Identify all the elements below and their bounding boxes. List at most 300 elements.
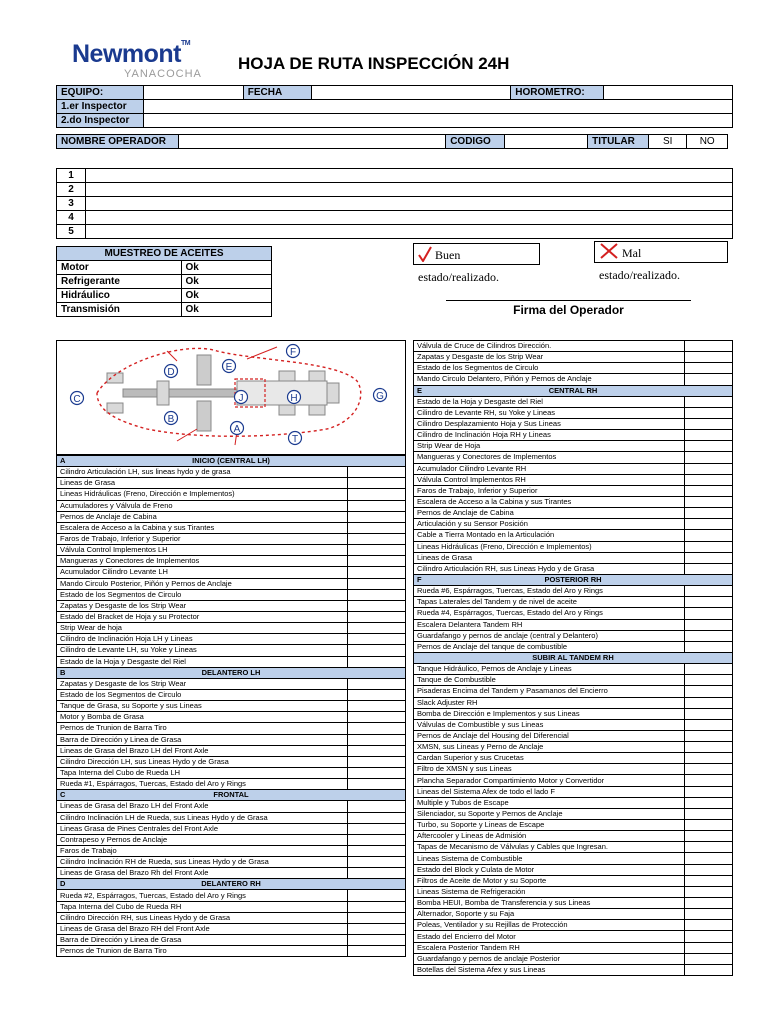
checklist-row — [414, 875, 733, 886]
checklist-item: Bomba de Dirección e Implementos y sus Lineas — [414, 708, 685, 719]
checklist-mark[interactable] — [685, 675, 733, 686]
checklist-item: Estado de los Segmentos de Circulo — [414, 363, 685, 374]
checklist-row — [414, 764, 733, 775]
section-title-text: DELANTERO LH — [201, 667, 261, 677]
checklist-item: Faros de Trabajo — [57, 845, 348, 856]
checklist-row — [414, 352, 733, 363]
row-field[interactable] — [85, 225, 732, 239]
checklist-row — [57, 567, 406, 578]
checklist-mark[interactable] — [348, 845, 406, 856]
checklist-mark[interactable] — [685, 641, 733, 652]
checklist-mark[interactable] — [685, 563, 733, 574]
checklist-row — [57, 901, 406, 912]
checklist-mark[interactable] — [685, 764, 733, 775]
checklist-item: Estado de los Segmentos de Circulo — [57, 589, 348, 600]
checklist-item: Guardafango y pernos de anclaje (central y Delantero) — [414, 630, 685, 641]
checklist-item: Tanque de Grasa, su Soporte y sus Lineas — [57, 701, 348, 712]
inspector2-field[interactable] — [143, 114, 732, 128]
left-checklist — [56, 455, 406, 957]
checklist-row — [414, 931, 733, 942]
checklist-mark[interactable] — [348, 801, 406, 812]
section-letter: D — [60, 879, 66, 889]
firma-line — [446, 300, 691, 301]
checklist-mark[interactable] — [685, 797, 733, 808]
checklist-item: Válvulas de Combustible y sus Lineas — [414, 719, 685, 730]
checklist-item: Válvula Control Implementos RH — [414, 474, 685, 485]
checklist-item: Cilindro Inclinación RH de Rueda, sus Lineas Hydo y de Grasa — [57, 857, 348, 868]
checklist-item: Lineas Sistema de Refrigeración — [414, 886, 685, 897]
checklist-row — [414, 430, 733, 441]
section-title — [414, 652, 733, 663]
logo — [72, 40, 190, 69]
checklist-mark[interactable] — [685, 441, 733, 452]
checklist-mark[interactable] — [348, 779, 406, 790]
checklist-mark[interactable] — [685, 352, 733, 363]
checklist-row — [414, 374, 733, 385]
checklist-row — [57, 823, 406, 834]
checklist-item: Escalera de Acceso a la Cabina y sus Tirantes — [414, 496, 685, 507]
checklist-mark[interactable] — [685, 742, 733, 753]
row-number: 1 — [57, 169, 86, 183]
checklist-mark[interactable] — [685, 864, 733, 875]
si-option[interactable]: SI — [648, 135, 687, 149]
checklist-row — [414, 441, 733, 452]
checklist-mark[interactable] — [685, 519, 733, 530]
checklist-mark[interactable] — [348, 912, 406, 923]
checklist-mark[interactable] — [685, 530, 733, 541]
checklist-item: Plancha Separador Compartimiento Motor y Convertidor — [414, 775, 685, 786]
checklist-row — [414, 853, 733, 864]
nombre-operador-label: NOMBRE OPERADOR — [57, 135, 179, 149]
section-header — [57, 790, 406, 801]
checklist-mark[interactable] — [348, 611, 406, 622]
checklist-mark[interactable] — [685, 953, 733, 964]
checklist-item: Turbo, su Soporte y Lineas de Escape — [414, 820, 685, 831]
checklist-item: Bomba HEUI, Bomba de Transferencia y sus Lineas — [414, 898, 685, 909]
checklist-row — [414, 864, 733, 875]
checklist-mark[interactable] — [348, 723, 406, 734]
checklist-mark[interactable] — [685, 474, 733, 485]
checklist-mark[interactable] — [348, 533, 406, 544]
checklist-mark[interactable] — [685, 808, 733, 819]
checklist-mark[interactable] — [685, 452, 733, 463]
checklist-row — [414, 964, 733, 975]
checklist-row — [57, 489, 406, 500]
checklist-item: Aftercooler y Lineas de Admisión — [414, 831, 685, 842]
checklist-item: Pernos de Trunion de Barra Tiro — [57, 946, 348, 957]
checklist-mark[interactable] — [348, 701, 406, 712]
checklist-item: Estado del Encierro del Motor — [414, 931, 685, 942]
checklist-mark[interactable] — [685, 374, 733, 385]
checklist-mark[interactable] — [348, 556, 406, 567]
checklist-row — [414, 708, 733, 719]
checklist-mark[interactable] — [348, 901, 406, 912]
checklist-item: Pernos de Anclaje de Cabina — [414, 508, 685, 519]
checklist-mark[interactable] — [685, 820, 733, 831]
checklist-mark[interactable] — [348, 589, 406, 600]
checklist-mark[interactable] — [348, 689, 406, 700]
section-header — [57, 456, 406, 467]
right-checklist — [413, 340, 733, 976]
checklist-mark[interactable] — [348, 857, 406, 868]
checklist-mark[interactable] — [348, 567, 406, 578]
checklist-row — [414, 898, 733, 909]
equipo-label: EQUIPO: — [57, 86, 144, 100]
checklist-mark[interactable] — [348, 834, 406, 845]
checklist-row — [414, 586, 733, 597]
checklist-item: Faros de Trabajo, Inferior y Superior — [57, 533, 348, 544]
diagram-label-j: J — [238, 393, 244, 404]
section-title — [414, 574, 733, 585]
section-title-text: FRONTAL — [213, 790, 249, 800]
checklist-mark[interactable] — [685, 508, 733, 519]
checklist-row — [57, 923, 406, 934]
aceite-name: Hidráulico — [57, 289, 182, 303]
checklist-item: Slack Adjuster RH — [414, 697, 685, 708]
checklist-item: Acumulador Cilindro Levante RH — [414, 463, 685, 474]
checklist-item: Cilindro Articulación RH, sus Lineas Hydo y de Grasa — [414, 563, 685, 574]
checklist-row — [57, 801, 406, 812]
checklist-mark[interactable] — [685, 831, 733, 842]
checklist-row — [414, 418, 733, 429]
section-title-text: INICIO (CENTRAL LH) — [192, 456, 270, 466]
checklist-mark[interactable] — [348, 923, 406, 934]
section-header — [57, 879, 406, 890]
checklist-row — [414, 675, 733, 686]
checklist-mark[interactable] — [685, 786, 733, 797]
checklist-item: Cilindro Inclinación LH de Rueda, sus Lineas Hydo y de Grasa — [57, 812, 348, 823]
checklist-row — [414, 341, 733, 352]
fecha-field[interactable] — [311, 86, 511, 100]
checklist-row — [57, 745, 406, 756]
nombre-operador-field[interactable] — [178, 135, 446, 149]
checklist-row — [414, 664, 733, 675]
legend-bad — [594, 241, 728, 282]
checklist-row — [57, 767, 406, 778]
checklist-mark[interactable] — [348, 656, 406, 667]
checklist-item: Estado de los Segmentos de Circulo — [57, 689, 348, 700]
checklist-mark[interactable] — [348, 489, 406, 500]
checklist-row — [414, 697, 733, 708]
checklist-mark[interactable] — [685, 597, 733, 608]
operator-table — [56, 134, 728, 149]
checklist-item: Guardafango y pernos de anclaje Posterior — [414, 953, 685, 964]
checklist-mark[interactable] — [685, 463, 733, 474]
checklist-row — [414, 909, 733, 920]
checklist-item: Rueda #4, Espárragos, Tuercas, Estado del Aro y Rings — [414, 608, 685, 619]
checklist-mark[interactable] — [685, 719, 733, 730]
checklist-row — [414, 808, 733, 819]
checklist-row — [57, 779, 406, 790]
horometro-label: HOROMETRO: — [511, 86, 604, 100]
checklist-item: Cilindro de Inclinación Hoja LH y Lineas — [57, 634, 348, 645]
checklist-mark[interactable] — [348, 756, 406, 767]
checklist-row — [414, 775, 733, 786]
equipo-field[interactable] — [143, 86, 243, 100]
checklist-row — [57, 734, 406, 745]
no-option[interactable]: NO — [687, 135, 728, 149]
checklist-row — [57, 935, 406, 946]
checklist-mark[interactable] — [685, 586, 733, 597]
checklist-item: Lineas Hidráulicas (Freno, Dirección e Implementos) — [414, 541, 685, 552]
checklist-mark[interactable] — [685, 552, 733, 563]
checklist-row — [414, 953, 733, 964]
machine-diagram — [56, 340, 406, 455]
checklist-item: Tapa Interna del Cubo de Rueda LH — [57, 767, 348, 778]
checklist-row — [414, 920, 733, 931]
checklist-mark[interactable] — [685, 396, 733, 407]
inspector1-field[interactable] — [143, 100, 732, 114]
checklist-mark[interactable] — [348, 600, 406, 611]
checklist-item: Cable a Tierra Montado en la Articulación — [414, 530, 685, 541]
row-field[interactable] — [85, 169, 732, 183]
checklist-item: Poleas, Ventilador y su Rejillas de Protección — [414, 920, 685, 931]
checklist-mark[interactable] — [685, 898, 733, 909]
checklist-item: Pisaderas Encima del Tandem y Pasamanos del Encierro — [414, 686, 685, 697]
checklist-mark[interactable] — [348, 946, 406, 957]
checklist-row — [414, 552, 733, 563]
row-field[interactable] — [85, 197, 732, 211]
firma-label: Firma del Operador — [513, 303, 624, 317]
section-title-text: CENTRAL RH — [548, 385, 598, 395]
checklist-row — [414, 831, 733, 842]
section-title-text: DELANTERO RH — [201, 879, 261, 889]
checklist-mark[interactable] — [685, 942, 733, 953]
checklist-item: Contrapeso y Pernos de Anclaje — [57, 834, 348, 845]
checklist-row — [414, 407, 733, 418]
checklist-row — [57, 890, 406, 901]
checklist-item: Tapas de Mecanismo de Válvulas y Cables que Ingresan. — [414, 842, 685, 853]
checklist-mark[interactable] — [348, 823, 406, 834]
checklist-item: Lineas del Sistema Afex de todo el lado F — [414, 786, 685, 797]
checklist-item: Estado del Bracket de Hoja y su Protector — [57, 611, 348, 622]
checklist-item: Multiple y Tubos de Escape — [414, 797, 685, 808]
checklist-item: Zapatas y Desgaste de los Strip Wear — [57, 678, 348, 689]
checklist-item: Zapatas y Desgaste de los Strip Wear — [57, 600, 348, 611]
checklist-item: Articulación y su Sensor Posición — [414, 519, 685, 530]
checklist-row — [414, 474, 733, 485]
checklist-mark[interactable] — [685, 730, 733, 741]
row-number: 3 — [57, 197, 86, 211]
checklist-mark[interactable] — [348, 634, 406, 645]
checklist-item: Tanque Hidráulico, Pernos de Anclaje y Lineas — [414, 664, 685, 675]
section-letter: F — [417, 575, 422, 585]
diagram-label-h: H — [290, 393, 298, 404]
checklist-mark[interactable] — [348, 578, 406, 589]
checklist-row — [414, 753, 733, 764]
aceite-name: Transmisión — [57, 303, 182, 317]
codigo-field[interactable] — [504, 135, 587, 149]
checklist-mark[interactable] — [685, 708, 733, 719]
checklist-row — [414, 641, 733, 652]
checklist-mark[interactable] — [685, 686, 733, 697]
aceite-status[interactable]: Ok — [181, 261, 271, 275]
checklist-mark[interactable] — [348, 500, 406, 511]
diagram-label-a: A — [233, 424, 241, 435]
row-number: 4 — [57, 211, 86, 225]
checklist-item: Cilindro Dirección RH, sus Lineas Hydo y de Grasa — [57, 912, 348, 923]
checklist-row — [57, 545, 406, 556]
checklist-mark[interactable] — [348, 812, 406, 823]
section-header — [414, 574, 733, 585]
checklist-item: Mangueras y Conectores de Implementos — [414, 452, 685, 463]
checklist-mark[interactable] — [685, 496, 733, 507]
checklist-row — [57, 600, 406, 611]
checklist-row — [414, 508, 733, 519]
checklist-mark[interactable] — [685, 753, 733, 764]
checklist-mark[interactable] — [685, 630, 733, 641]
checklist-mark[interactable] — [348, 890, 406, 901]
checklist-item: Filtro de XMSN y sus Lineas — [414, 764, 685, 775]
checklist-item: Estado de la Hoja y Desgaste del Riel — [57, 656, 348, 667]
checklist-item: Escalera de Acceso a la Cabina y sus Tirantes — [57, 522, 348, 533]
checklist-item: Lineas de Grasa del Brazo RH del Front Axle — [57, 923, 348, 934]
checklist-row — [57, 645, 406, 656]
checklist-mark[interactable] — [348, 935, 406, 946]
checklist-item: Cardan Superior y sus Crucetas — [414, 753, 685, 764]
checklist-row — [414, 496, 733, 507]
checklist-row — [57, 845, 406, 856]
checklist-item: Motor y Bomba de Grasa — [57, 712, 348, 723]
section-title — [57, 879, 406, 890]
row-field[interactable] — [85, 211, 732, 225]
section-title — [57, 667, 406, 678]
diagram-label-e: E — [225, 362, 233, 373]
checklist-mark[interactable] — [685, 541, 733, 552]
checklist-row — [57, 689, 406, 700]
fecha-label: FECHA — [243, 86, 311, 100]
checklist-item: Escalera Posterior Tandem RH — [414, 942, 685, 953]
checklist-row — [57, 868, 406, 879]
codigo-label: CODIGO — [446, 135, 505, 149]
checklist-item: Pernos de Anclaje del Housing del Diferencial — [414, 730, 685, 741]
checklist-item: Cilindro Desplazamiento Hoja y Sus Lineas — [414, 418, 685, 429]
checklist-row — [414, 485, 733, 496]
checklist-mark[interactable] — [685, 886, 733, 897]
checklist-row — [57, 522, 406, 533]
checklist-mark[interactable] — [348, 467, 406, 478]
checklist-item: Barra de Dirección y Linea de Grasa — [57, 935, 348, 946]
row-field[interactable] — [85, 183, 732, 197]
logo-brand: Newmont — [72, 40, 181, 68]
aceite-status[interactable]: Ok — [181, 275, 271, 289]
checklist-item: Válvula Control Implementos LH — [57, 545, 348, 556]
logo-tm: TM — [181, 40, 191, 47]
section-letter: C — [60, 790, 66, 800]
checklist-item: Estado de la Hoja y Desgaste del Riel — [414, 396, 685, 407]
checklist-mark[interactable] — [685, 363, 733, 374]
checklist-mark[interactable] — [685, 697, 733, 708]
checklist-row — [57, 701, 406, 712]
checklist-row — [414, 619, 733, 630]
checklist-mark[interactable] — [348, 745, 406, 756]
checklist-item: Pernos de Trunion de Barra Tiro — [57, 723, 348, 734]
checklist-mark[interactable] — [348, 868, 406, 879]
checklist-mark[interactable] — [685, 407, 733, 418]
checklist-item: Filtros de Aceite de Motor y su Soporte — [414, 875, 685, 886]
checklist-item: Faros de Trabajo, Inferior y Superior — [414, 485, 685, 496]
section-title — [414, 385, 733, 396]
checklist-row — [414, 942, 733, 953]
checklist-mark[interactable] — [685, 608, 733, 619]
checklist-mark[interactable] — [348, 623, 406, 634]
checklist-mark[interactable] — [685, 418, 733, 429]
section-letter: E — [417, 385, 423, 395]
checklist-mark[interactable] — [348, 734, 406, 745]
aceite-name: Motor — [57, 261, 182, 275]
checklist-mark[interactable] — [348, 522, 406, 533]
checklist-mark[interactable] — [685, 920, 733, 931]
checklist-row — [57, 533, 406, 544]
checklist-mark[interactable] — [685, 341, 733, 352]
checklist-mark[interactable] — [348, 478, 406, 489]
checklist-mark[interactable] — [685, 775, 733, 786]
checklist-item: XMSN, sus Lineas y Perno de Anclaje — [414, 742, 685, 753]
checklist-row — [414, 563, 733, 574]
checklist-row — [414, 686, 733, 697]
checklist-item: Lineas de Grasa del Brazo LH del Front Axle — [57, 801, 348, 812]
checklist-mark[interactable] — [348, 511, 406, 522]
checklist-item: Lineas Sistema de Combustible — [414, 853, 685, 864]
checklist-mark[interactable] — [348, 545, 406, 556]
checklist-mark[interactable] — [685, 664, 733, 675]
aceites-title: MUESTREO DE ACEITES — [57, 247, 272, 261]
cross-icon — [599, 242, 619, 260]
checklist-mark[interactable] — [685, 430, 733, 441]
diagram-label-c: C — [73, 394, 81, 405]
legend-good — [413, 243, 540, 284]
checklist-row — [57, 478, 406, 489]
checklist-mark[interactable] — [685, 875, 733, 886]
checklist-row — [414, 730, 733, 741]
aceite-status[interactable]: Ok — [181, 303, 271, 317]
row-number: 5 — [57, 225, 86, 239]
checklist-mark[interactable] — [685, 619, 733, 630]
checklist-mark[interactable] — [348, 678, 406, 689]
checklist-item: Cilindro Dirección LH, sus Lineas Hydo y de Grasa — [57, 756, 348, 767]
checklist-mark[interactable] — [685, 964, 733, 975]
horometro-field[interactable] — [604, 86, 733, 100]
checklist-row — [414, 797, 733, 808]
section-title-text: POSTERIOR RH — [544, 575, 602, 585]
checklist-mark[interactable] — [348, 712, 406, 723]
checklist-row — [414, 719, 733, 730]
checklist-item: Tapas Laterales del Tandem y de nivel de aceite — [414, 597, 685, 608]
checklist-item: Rueda #6, Espárragos, Tuercas, Estado del Aro y Rings — [414, 586, 685, 597]
section-title — [57, 790, 406, 801]
checklist-row — [414, 541, 733, 552]
checklist-row — [414, 452, 733, 463]
checklist-row — [57, 712, 406, 723]
checklist-row — [57, 723, 406, 734]
checklist-item: Rueda #1, Espárragos, Tuercas, Estado del Aro y Rings — [57, 779, 348, 790]
checklist-row — [57, 634, 406, 645]
checklist-mark[interactable] — [685, 909, 733, 920]
checklist-item: Mangueras y Conectores de Implementos — [57, 556, 348, 567]
row-number: 2 — [57, 183, 86, 197]
checklist-mark[interactable] — [685, 853, 733, 864]
checklist-mark[interactable] — [685, 485, 733, 496]
section-header — [414, 652, 733, 663]
checklist-row — [414, 630, 733, 641]
aceite-status[interactable]: Ok — [181, 289, 271, 303]
checklist-item: Lineas de Grasa — [414, 552, 685, 563]
checklist-mark[interactable] — [685, 931, 733, 942]
checklist-mark[interactable] — [348, 645, 406, 656]
checklist-mark[interactable] — [685, 842, 733, 853]
checklist-item: Alternador, Soporte y su Faja — [414, 909, 685, 920]
checklist-mark[interactable] — [348, 767, 406, 778]
